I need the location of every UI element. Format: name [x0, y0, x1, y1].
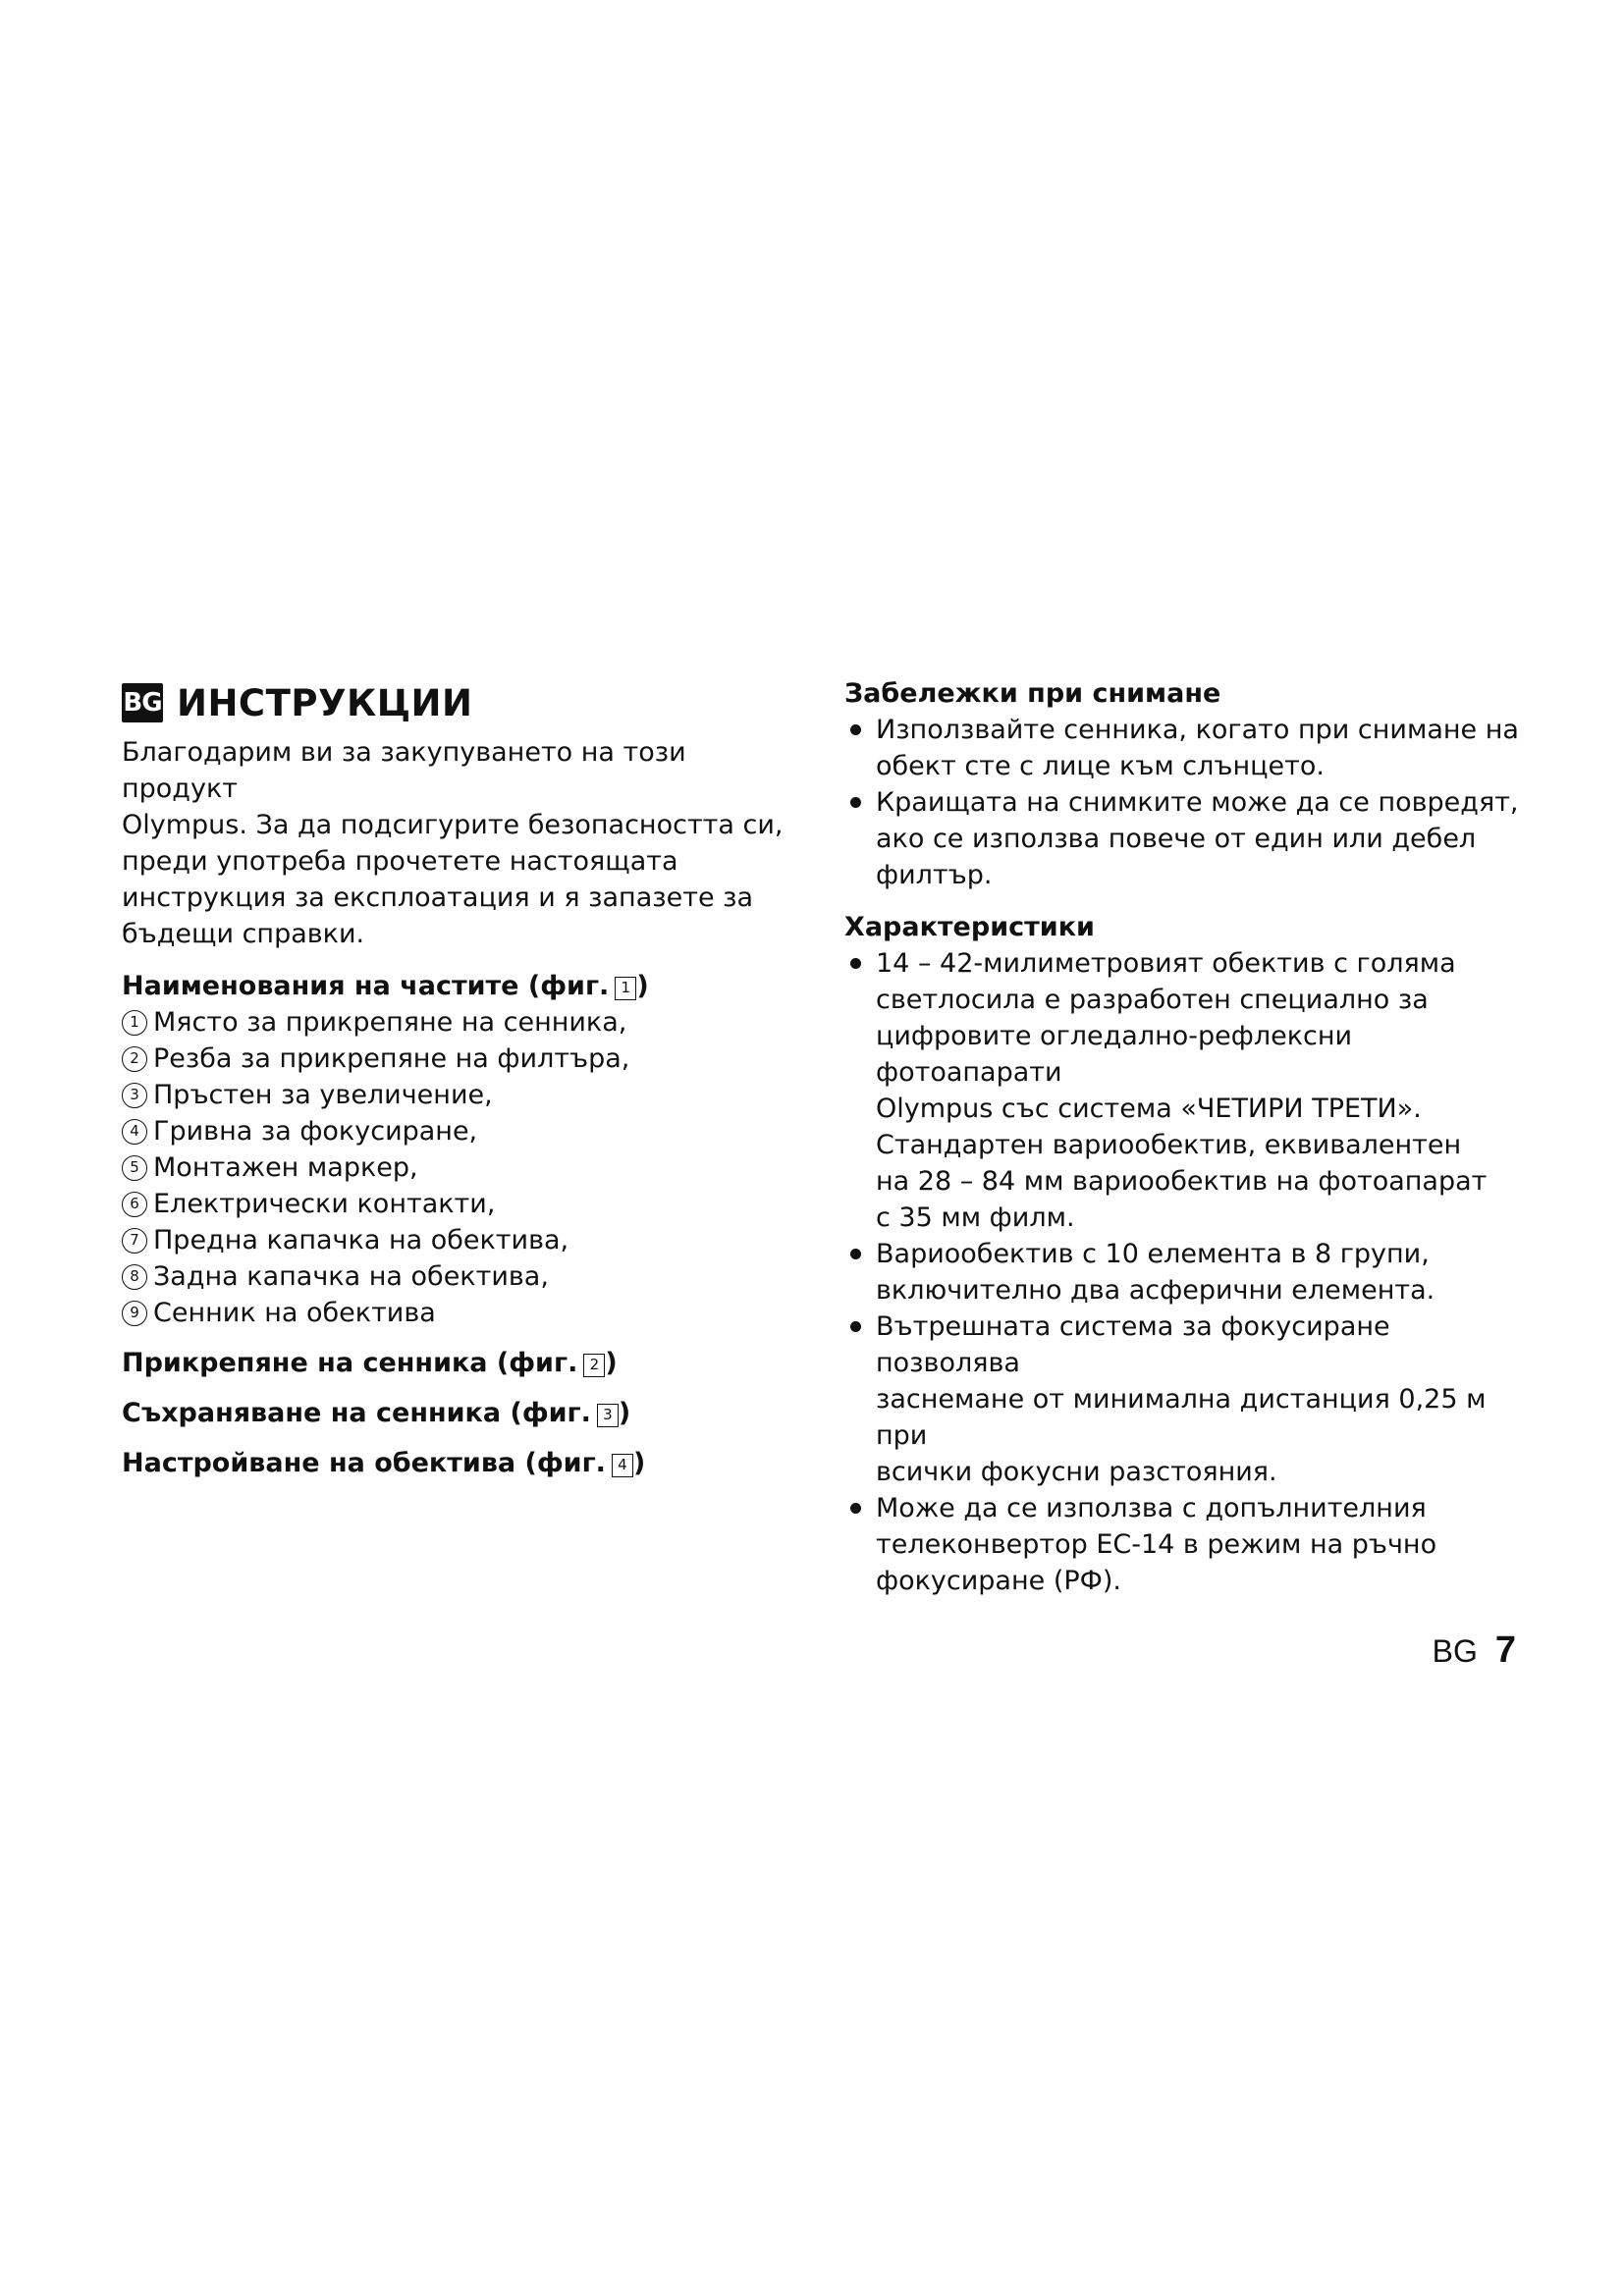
figure-ref-box: 3 [597, 1404, 619, 1427]
section-heading-text: Съхраняване на сенника (фиг. [122, 1398, 591, 1428]
heading-close: ) [632, 1448, 646, 1478]
intro-line: преди употреба прочетете настоящата [122, 846, 678, 877]
language-badge: BG [122, 683, 163, 722]
list-item [122, 1186, 789, 1222]
part-label: Сенник на обектива [153, 1298, 436, 1328]
note-line: филтър. [876, 860, 993, 890]
list-item [844, 1490, 1532, 1599]
list-item [844, 1236, 1532, 1308]
bullet-icon [850, 1321, 861, 1332]
figure-ref-box: 2 [583, 1354, 605, 1377]
page-number-value: 7 [1494, 1629, 1516, 1671]
circled-number: 9 [122, 1301, 147, 1326]
list-item [122, 1222, 789, 1258]
list-item [122, 1149, 789, 1186]
parts-heading-text: Наименования на частите (фиг. [122, 971, 610, 1001]
feature-line: всички фокусни разстояния. [876, 1457, 1277, 1487]
feature-line: Вариообектив с 10 елемента в 8 групи, [876, 1239, 1430, 1269]
feature-line: включително два асферични елемента. [876, 1275, 1435, 1306]
feature-line: заснемане от минимална дистанция 0,25 м при [876, 1384, 1487, 1451]
heading-close: ) [618, 1398, 631, 1428]
part-label: Пръстен за увеличение, [153, 1080, 493, 1110]
list-item [844, 712, 1532, 784]
feature-line: Може да се използва с допълнителния [876, 1493, 1427, 1523]
features-heading: Характеристики [844, 912, 1095, 942]
bullet-icon [850, 724, 861, 735]
intro-paragraph [122, 734, 789, 952]
intro-line: бъдещи справки. [122, 919, 365, 949]
parts-heading [122, 968, 789, 1004]
parts-list [122, 1004, 789, 1331]
figure-ref-box: 1 [615, 977, 636, 1000]
figure-ref-box: 4 [612, 1454, 633, 1477]
feature-line: Вътрешната система за фокусиране позволява [876, 1311, 1390, 1378]
feature-line: с 35 мм филм. [876, 1202, 1075, 1233]
intro-line: Благодарим ви за закупуването на този продукт [122, 737, 686, 804]
list-item [844, 945, 1532, 1236]
bullet-icon [850, 1249, 861, 1259]
circled-number: 4 [122, 1119, 147, 1145]
intro-line: Olympus. За да подсигурите безопасността си, [122, 810, 784, 840]
right-column [844, 675, 1532, 1599]
circled-number: 2 [122, 1046, 147, 1072]
intro-line: инструкция за експлоатация и я запазете за [122, 882, 754, 913]
part-label: Електрически контакти, [153, 1189, 496, 1219]
section-heading-store-hood [122, 1395, 789, 1431]
features-list [844, 945, 1532, 1599]
bullet-icon [850, 797, 861, 808]
feature-line: Olympus със система «ЧЕТИРИ ТРЕТИ». [876, 1094, 1422, 1124]
feature-line: 14 – 42-милиметровият обектив с голяма [876, 948, 1456, 979]
list-item [122, 1077, 789, 1113]
list-item [122, 1113, 789, 1149]
part-label: Задна капачка на обектива, [153, 1261, 549, 1292]
part-label: Монтажен маркер, [153, 1152, 418, 1183]
bullet-icon [850, 1503, 861, 1514]
note-line: ако се използва повече от един или дебел [876, 824, 1477, 854]
note-line: Краищата на снимките може да се повредят, [876, 787, 1519, 818]
heading-close: ) [605, 1348, 618, 1378]
section-heading-attach-hood [122, 1345, 789, 1381]
heading-close: ) [636, 971, 649, 1001]
part-label: Място за прикрепяне на сенника, [153, 1007, 627, 1038]
note-line: обект сте с лице към слънцето. [876, 751, 1325, 781]
feature-line: Стандартен вариообектив, еквивалентен [876, 1130, 1462, 1160]
left-column [122, 675, 789, 1481]
circled-number: 3 [122, 1083, 147, 1108]
feature-line: фокусиране (РФ). [876, 1566, 1121, 1596]
section-heading-adjust-lens [122, 1445, 789, 1481]
part-label: Гривна за фокусиране, [153, 1116, 478, 1147]
circled-number: 7 [122, 1228, 147, 1254]
feature-line: на 28 – 84 мм вариообектив на фотоапарат [876, 1166, 1488, 1197]
list-item [122, 1295, 789, 1331]
circled-number: 6 [122, 1192, 147, 1217]
feature-line: светлосила е разработен специално за [876, 985, 1429, 1015]
bullet-icon [850, 958, 861, 969]
list-item [844, 1308, 1532, 1490]
notes-heading: Забележки при снимане [844, 678, 1221, 709]
list-item [122, 1004, 789, 1041]
circled-number: 5 [122, 1155, 147, 1181]
circled-number: 1 [122, 1010, 147, 1036]
title-row [122, 675, 789, 730]
circled-number: 8 [122, 1264, 147, 1290]
page-title: ИНСТРУКЦИИ [177, 681, 473, 724]
list-item [844, 784, 1532, 893]
page-language-code: BG [1432, 1633, 1478, 1669]
note-line: Използвайте сенника, когато при снимане на [876, 715, 1519, 745]
section-heading-text: Прикрепяне на сенника (фиг. [122, 1348, 578, 1378]
feature-line: цифровите огледално-рефлексни фотоапарати [876, 1021, 1353, 1088]
list-item [122, 1041, 789, 1077]
part-label: Резба за прикрепяне на филтъра, [153, 1043, 630, 1074]
page-number [1433, 1629, 1516, 1672]
feature-line: телеконвертор EC-14 в режим на ръчно [876, 1529, 1437, 1560]
notes-list [844, 712, 1532, 893]
list-item [122, 1258, 789, 1295]
section-heading-text: Настройване на обектива (фиг. [122, 1448, 606, 1478]
part-label: Предна капачка на обектива, [153, 1225, 569, 1255]
